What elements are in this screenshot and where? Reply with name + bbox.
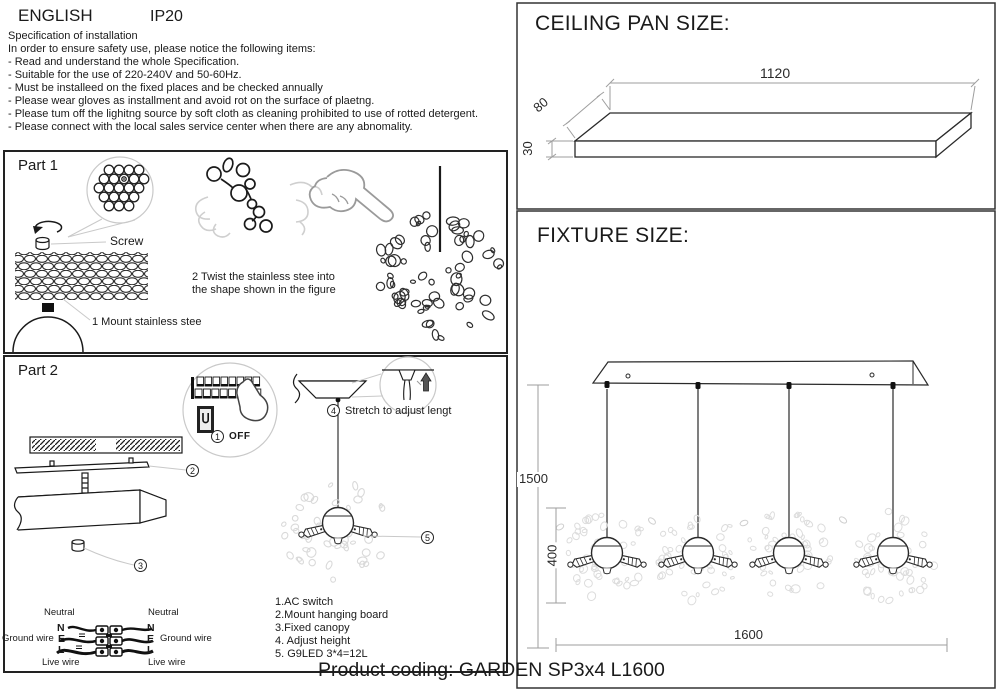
pressing-finger-sketch — [237, 379, 268, 421]
spec-item: - Please connect with the local sales service center when there are any abnomality. — [8, 121, 413, 133]
legend-item: 2.Mount hanging board — [275, 609, 389, 621]
step5-number-badge: 5 — [421, 531, 434, 544]
rotation-arrow — [33, 221, 62, 234]
dim-80: 80 — [530, 94, 551, 116]
wire-e-right: E — [147, 633, 155, 645]
spec-item: - Suitable for the use of 220-240V and 50-60Hz. — [8, 69, 242, 81]
wire-n-right: N — [147, 622, 155, 634]
ceiling-pan-size-title: CEILING PAN SIZE: — [535, 12, 730, 35]
dim-1500: 1500 — [519, 471, 548, 486]
part1-title: Part 1 — [18, 157, 59, 174]
dim-400: 400 — [544, 544, 560, 567]
fixture-pendant-2 — [658, 538, 738, 574]
twist-hands-sketch — [196, 157, 322, 237]
screw-leader — [51, 242, 106, 244]
power-socket-icon — [197, 406, 214, 433]
wire-ground-right: Ground wire — [160, 633, 212, 644]
dim-30: 30 — [519, 141, 535, 156]
screw-drawing — [36, 238, 49, 250]
legend-item: 3.Fixed canopy — [275, 622, 350, 634]
spec-item: - Must be installeed on the fixed places and be checked annually — [8, 82, 323, 94]
screw-label: Screw — [110, 234, 144, 248]
legend-item: 1.AC switch — [275, 596, 334, 608]
wire-e-left: E — [58, 633, 66, 645]
part2-title: Part 2 — [18, 362, 59, 379]
board-leader — [149, 466, 186, 470]
off-label: OFF — [229, 431, 251, 442]
wire-n-left: N — [57, 622, 65, 634]
step3-number-badge: 3 — [134, 559, 147, 572]
part1-step2-line1: 2 Twist the stainless stee into — [192, 271, 335, 283]
wire-neutral-right: Neutral — [148, 607, 179, 618]
dim-1120: 1120 — [760, 65, 791, 81]
mesh-leader — [63, 299, 90, 320]
off-switch-detail — [183, 363, 277, 457]
spec-item: - Please tum off the lighitng source by soft cloth as cleaning prohibited to use of rotted detergent. — [8, 108, 479, 120]
ceiling-pan-drawing — [546, 79, 979, 160]
step4-number-badge: 4 — [327, 404, 340, 417]
step2-number-badge: 2 — [186, 464, 199, 477]
stretch-adjust-label: Stretch to adjust lengt — [345, 405, 452, 417]
fixture-pendant-4 — [853, 538, 933, 574]
ceiling-hatch-strip — [30, 437, 182, 453]
spec-item: - Please wear gloves as installment and avoid rot on the surface of plaetng. — [8, 95, 375, 107]
wire-ground-left: Ground wire — [2, 633, 54, 644]
language-title: ENGLISH — [18, 6, 93, 25]
cylinder-part-drawing — [72, 540, 134, 565]
step1-number-badge: 1 — [211, 430, 224, 443]
spec-intro: In order to ensure safety use, please notice the following items: — [8, 43, 316, 55]
wire-live-right: Live wire — [148, 657, 186, 668]
dome-drawing — [13, 303, 83, 352]
part1-magnifier-detail — [68, 157, 153, 237]
legend-item: 4. Adjust height — [275, 635, 351, 647]
pointing-hand-sketch — [310, 170, 393, 222]
wire-l-right: L — [147, 644, 154, 656]
fixture-pendant-3 — [749, 538, 829, 574]
spec-title: Specification of installation — [8, 30, 138, 42]
dim-1600: 1600 — [734, 627, 763, 642]
wiring-diagram — [57, 626, 153, 656]
canopy-side-drawing — [294, 374, 367, 508]
part1-step2-line2: the shape shown in the figure — [192, 284, 336, 296]
wire-neutral-left: Neutral — [44, 607, 75, 618]
product-coding: Product coding: GARDEN SP3x4 L1600 — [318, 659, 665, 681]
fixture-box-border — [517, 211, 995, 688]
part1-step1-label: 1 Mount stainless stee — [92, 316, 202, 328]
stainless-mesh — [15, 252, 148, 300]
canopy-box-drawing — [15, 490, 167, 530]
fixture-drawing — [527, 361, 947, 652]
wire-l-left: L — [58, 644, 65, 656]
spec-item: - Read and understand the whole Specification. — [8, 56, 240, 68]
ip-rating: IP20 — [150, 8, 183, 25]
wire-live-left: Live wire — [42, 657, 80, 668]
legend-item: 5. G9LED 3*4=12L — [275, 648, 368, 660]
fixture-size-title: FIXTURE SIZE: — [537, 224, 690, 247]
